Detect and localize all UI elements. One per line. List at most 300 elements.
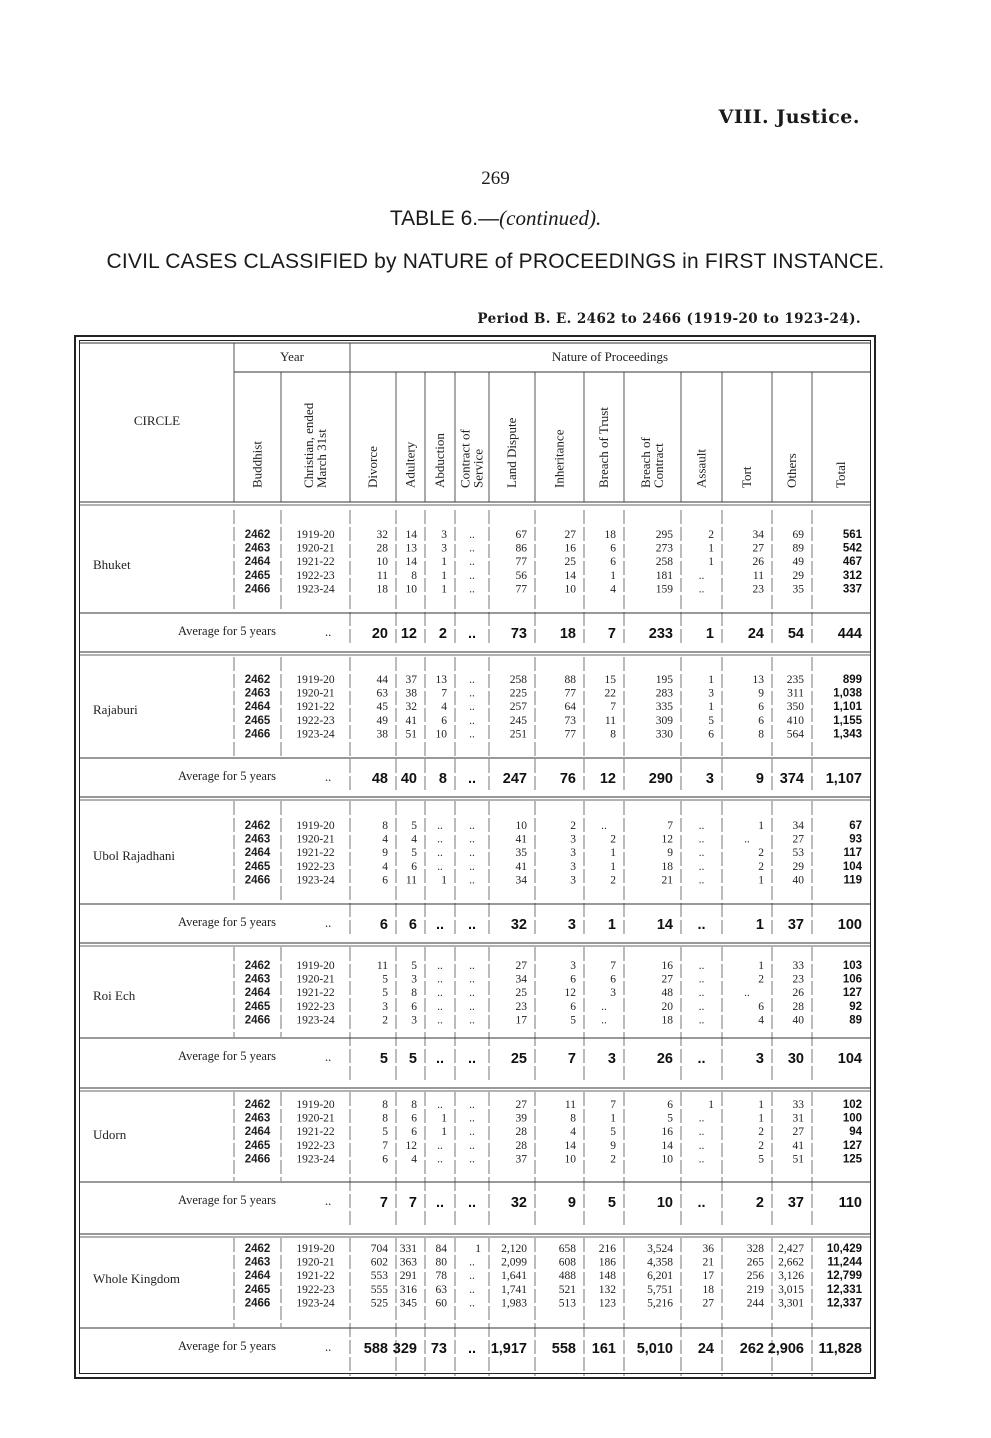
average-cell: 10: [656, 1195, 673, 1211]
table-cell: ..: [698, 1112, 705, 1125]
average-cell: ..: [467, 626, 477, 642]
table-cell: 2462: [244, 960, 271, 972]
average-cell: ..: [467, 1051, 477, 1067]
table-cell: 38: [405, 687, 417, 700]
table-cell: 6: [441, 714, 447, 727]
table-cell: 1: [610, 569, 616, 582]
table-cell: 5: [667, 1112, 673, 1125]
nature-header: Nature of Proceedings: [551, 349, 669, 364]
table-cell: 132: [598, 1283, 616, 1296]
average-cell: 40: [400, 771, 417, 787]
table-cell: ..: [437, 833, 443, 846]
table-cell: 35: [792, 583, 804, 596]
table-cell: 86: [515, 542, 527, 555]
average-cell: 30: [787, 1051, 804, 1067]
table-cell: 11: [604, 714, 616, 727]
table-cell: 3: [570, 874, 576, 887]
table-cell: 5: [411, 960, 417, 972]
table-cell: 2: [570, 820, 576, 832]
table-cell: 3: [570, 847, 576, 860]
table-cell: 525: [370, 1297, 388, 1310]
average-cell: 32: [510, 1195, 527, 1211]
table-cell: 4: [610, 583, 616, 596]
table-cell: ..: [469, 1270, 475, 1283]
table-cell: ..: [698, 1153, 705, 1166]
circle-name: Bhuket: [93, 557, 131, 573]
table-cell: 6: [570, 973, 576, 986]
average-cell: 5: [408, 1051, 417, 1067]
table-cell: 328: [746, 1243, 764, 1255]
table-cell: 410: [786, 714, 804, 727]
column-header: Christian, ended: [301, 402, 316, 488]
table-cell: 2463: [244, 542, 271, 555]
table-cell: 12,799: [826, 1270, 862, 1283]
table-cell: 123: [598, 1297, 616, 1310]
table-cell: 53: [792, 847, 804, 860]
table-cell: 16: [661, 1126, 673, 1139]
table-cell: 602: [370, 1256, 388, 1269]
table-cell: 2: [758, 1126, 764, 1139]
average-label: Average for 5 years: [178, 1339, 276, 1353]
average-dots: ..: [325, 916, 332, 930]
table-cell: ..: [469, 1126, 475, 1139]
average-dots: ..: [325, 1340, 332, 1354]
table-cell: 1923-24: [296, 583, 335, 596]
table-cell: 11: [405, 874, 417, 887]
table-cell: 28: [515, 1139, 527, 1152]
table-cell: ..: [469, 820, 475, 832]
table-cell: 33: [792, 960, 804, 972]
table-cell: 60: [435, 1297, 447, 1310]
table-cell: 16: [564, 542, 576, 555]
average-cell: ..: [467, 1195, 477, 1211]
table-cell: 245: [509, 714, 527, 727]
table-cell: ..: [469, 542, 475, 555]
table-cell: 14: [405, 529, 417, 541]
table-cell: 2465: [244, 569, 271, 582]
table-cell: 295: [655, 529, 673, 541]
table-cell: 6: [708, 728, 714, 741]
table-cell: 2462: [244, 820, 271, 832]
table-title-continued: (continued).: [499, 206, 602, 230]
table-cell: 63: [376, 687, 388, 700]
table-cell: ..: [698, 820, 705, 832]
table-cell: ..: [437, 1000, 443, 1013]
table-cell: ..: [437, 973, 443, 986]
table-cell: 77: [564, 728, 576, 741]
table-cell: 44: [376, 674, 388, 686]
column-header: Total: [833, 461, 848, 488]
average-cell: ..: [697, 1051, 706, 1067]
table-cell: 309: [655, 714, 673, 727]
table-cell: 542: [842, 542, 862, 555]
table-cell: 51: [405, 728, 417, 741]
table-cell: 104: [842, 860, 862, 873]
table-cell: 63: [435, 1283, 447, 1296]
average-dots: ..: [325, 625, 332, 639]
table-cell: ..: [437, 960, 443, 972]
table-cell: 119: [843, 874, 862, 887]
table-cell: 2,662: [778, 1256, 804, 1269]
average-cell: 233: [648, 626, 673, 642]
table-cell: 34: [515, 874, 527, 887]
table-cell: 1923-24: [296, 1297, 335, 1310]
table-cell: ..: [469, 687, 475, 700]
circle-name: Roi Ech: [93, 988, 136, 1004]
table-cell: 29: [792, 860, 804, 873]
table-cell: ..: [601, 820, 607, 832]
average-cell: 24: [747, 626, 764, 642]
table-cell: 10: [564, 1153, 576, 1166]
average-cell: 9: [755, 771, 764, 787]
table-cell: 5: [382, 973, 388, 986]
table-cell: ..: [469, 847, 475, 860]
table-cell: 1921-22: [296, 1126, 335, 1139]
table-cell: 10: [435, 728, 447, 741]
table-cell: 69: [792, 529, 804, 541]
table-cell: ..: [437, 1153, 443, 1166]
table-title-main: TABLE 6.—: [389, 207, 500, 230]
table-cell: 257: [509, 701, 527, 714]
table-cell: 1919-20: [296, 820, 335, 832]
table-cell: 84: [435, 1243, 447, 1255]
column-header: Abduction: [432, 433, 447, 488]
table-cell: 2465: [244, 860, 271, 873]
average-dots: ..: [325, 1050, 332, 1064]
table-cell: 41: [515, 860, 527, 873]
table-cell: 1: [441, 1126, 447, 1139]
year-header: Year: [280, 349, 304, 364]
table-cell: 6,201: [647, 1270, 673, 1283]
table-cell: 4: [441, 701, 447, 714]
table-cell: ..: [437, 847, 443, 860]
table-cell: 2466: [244, 1297, 271, 1310]
table-cell: 2465: [244, 714, 271, 727]
table-cell: 312: [842, 569, 862, 582]
table-cell: 3: [708, 687, 714, 700]
average-cell: 37: [787, 1195, 804, 1211]
table-cell: 2465: [244, 1283, 271, 1296]
table-cell: 1919-20: [296, 960, 335, 972]
table-cell: 4,358: [647, 1256, 673, 1269]
table-cell: 564: [786, 728, 804, 741]
table-cell: 77: [515, 583, 527, 596]
table-cell: 1920-21: [296, 1112, 335, 1125]
average-cell: 104: [837, 1051, 862, 1067]
table-cell: 17: [515, 1014, 527, 1027]
column-header: Land Dispute: [504, 417, 519, 488]
table-cell: ..: [469, 1153, 475, 1166]
table-cell: 2463: [244, 973, 271, 986]
table-cell: 7: [610, 1099, 616, 1111]
table-cell: 1922-23: [296, 569, 335, 582]
average-cell: 100: [837, 917, 862, 933]
column-header: Divorce: [365, 446, 380, 488]
table-cell: 251: [509, 728, 527, 741]
table-cell: 704: [370, 1243, 388, 1255]
table-cell: 225: [509, 687, 527, 700]
table-cell: 49: [376, 714, 388, 727]
table-cell: 23: [752, 583, 764, 596]
table-cell: 5: [411, 820, 417, 832]
table-cell: 1,343: [833, 728, 862, 741]
table-cell: 345: [399, 1297, 417, 1310]
table-cell: 26: [792, 987, 804, 1000]
table-cell: 311: [787, 687, 804, 700]
table-cell: ..: [437, 860, 443, 873]
average-cell: 25: [510, 1051, 527, 1067]
average-cell: 14: [656, 917, 673, 933]
average-cell: 5,010: [636, 1341, 673, 1357]
table-cell: ..: [698, 874, 705, 887]
table-cell: 22: [604, 687, 616, 700]
table-cell: 2: [708, 529, 714, 541]
table-cell: 2: [610, 833, 616, 846]
table-cell: 12: [661, 833, 673, 846]
table-cell: ..: [469, 1139, 475, 1152]
table-cell: ..: [698, 583, 705, 596]
table-cell: 18: [376, 583, 388, 596]
table-cell: 8: [570, 1112, 576, 1125]
average-cell: ..: [435, 1195, 445, 1211]
average-cell: 26: [656, 1051, 673, 1067]
table-cell: ..: [744, 833, 750, 846]
table-cell: ..: [469, 1014, 475, 1027]
table-cell: 216: [598, 1243, 616, 1255]
table-cell: 2,099: [501, 1256, 527, 1269]
table-cell: 37: [515, 1153, 527, 1166]
table-cell: 17: [702, 1270, 714, 1283]
table-cell: 12,331: [826, 1283, 862, 1296]
table-cell: 1919-20: [296, 529, 335, 541]
average-cell: 37: [787, 917, 804, 933]
table-cell: 11: [564, 1099, 576, 1111]
table-cell: 36: [702, 1243, 714, 1255]
table-cell: 9: [610, 1139, 616, 1152]
average-cell: 24: [697, 1341, 714, 1357]
table-cell: 3: [610, 987, 616, 1000]
table-cell: 2466: [244, 874, 271, 887]
table-cell: 2: [758, 860, 764, 873]
table-cell: 2465: [244, 1139, 271, 1152]
table-cell: 521: [558, 1283, 576, 1296]
table-cell: 14: [661, 1139, 673, 1152]
average-cell: 5: [607, 1195, 616, 1211]
table-cell: 6: [758, 714, 764, 727]
column-header: Breach of Trust: [596, 407, 611, 488]
table-cell: 8: [411, 569, 417, 582]
table-cell: 330: [655, 728, 673, 741]
table-cell: 89: [849, 1014, 862, 1027]
table-cell: 18: [604, 529, 616, 541]
column-header: Buddhist: [249, 441, 265, 488]
table-cell: 1923-24: [296, 874, 335, 887]
average-cell: 329: [392, 1341, 417, 1357]
average-cell: 18: [559, 626, 576, 642]
table-cell: 1: [758, 960, 764, 972]
table-cell: 335: [655, 701, 673, 714]
period-label: Period B. E. 2462 to 2466 (1919-20 to 1923-24).: [477, 311, 861, 327]
table-cell: 8: [382, 1099, 388, 1111]
table-cell: 73: [564, 714, 576, 727]
table-cell: 1,983: [501, 1297, 527, 1310]
table-cell: 10: [376, 556, 388, 569]
table-cell: 6: [758, 701, 764, 714]
column-header: Adultery: [402, 441, 418, 488]
column-header: Others: [784, 453, 799, 488]
average-cell: 7: [379, 1195, 388, 1211]
table-cell: 2464: [244, 701, 271, 714]
table-cell: 1,641: [501, 1270, 527, 1283]
table-cell: 102: [842, 1099, 862, 1111]
table-cell: 89: [792, 542, 804, 555]
table-cell: 34: [752, 529, 764, 541]
table-cell: 1922-23: [296, 1000, 335, 1013]
average-cell: 73: [430, 1341, 447, 1357]
table-cell: 1: [758, 1112, 764, 1125]
table-cell: 1920-21: [296, 542, 335, 555]
average-cell: 2: [438, 626, 447, 642]
table-cell: 1: [708, 701, 714, 714]
average-cell: 247: [502, 771, 527, 787]
table-cell: 13: [435, 674, 447, 686]
table-cell: 2465: [244, 1000, 271, 1013]
average-cell: 588: [363, 1341, 388, 1357]
table-cell: 1919-20: [296, 674, 335, 686]
table-cell: 658: [558, 1243, 576, 1255]
table-cell: ..: [469, 1297, 475, 1310]
table-cell: 28: [515, 1126, 527, 1139]
table-cell: 6: [610, 973, 616, 986]
table-cell: 14: [564, 1139, 576, 1152]
table-cell: 7: [441, 687, 447, 700]
table-cell: ..: [469, 874, 475, 887]
table-cell: ..: [698, 847, 705, 860]
table-cell: ..: [469, 1099, 475, 1111]
average-cell: 290: [648, 771, 673, 787]
table-cell: 77: [564, 687, 576, 700]
table-cell: 2: [758, 1139, 764, 1152]
table-cell: 1922-23: [296, 1283, 335, 1296]
table-cell: 1: [441, 556, 447, 569]
average-cell: 8: [438, 771, 447, 787]
table-cell: 1: [441, 874, 447, 887]
table-cell: ..: [469, 973, 475, 986]
average-cell: ..: [467, 771, 477, 787]
table-cell: 5: [708, 714, 714, 727]
table-cell: 21: [702, 1256, 714, 1269]
table-cell: 28: [376, 542, 388, 555]
table-cell: 2466: [244, 1153, 271, 1166]
table-cell: 1919-20: [296, 1099, 335, 1111]
table-cell: 93: [849, 833, 862, 846]
average-cell: 1,917: [490, 1341, 527, 1357]
table-cell: 8: [382, 820, 388, 832]
table-cell: 1921-22: [296, 701, 335, 714]
table-cell: 2462: [244, 1243, 271, 1255]
average-label: Average for 5 years: [178, 915, 276, 929]
table-cell: 186: [598, 1256, 616, 1269]
table-cell: 2: [382, 1014, 388, 1027]
table-cell: 3: [570, 960, 576, 972]
table-cell: 5: [411, 847, 417, 860]
table-cell: ..: [698, 1000, 705, 1013]
table-cell: 27: [515, 1099, 527, 1111]
table-cell: 316: [399, 1283, 417, 1296]
table-cell: 4: [570, 1126, 576, 1139]
table-cell: 1,101: [833, 701, 862, 714]
average-label: Average for 5 years: [178, 1193, 276, 1207]
table-cell: ..: [469, 987, 475, 1000]
average-cell: 54: [787, 626, 804, 642]
average-cell: 1: [607, 917, 616, 933]
table-cell: 3: [411, 973, 417, 986]
table-cell: 3: [570, 833, 576, 846]
average-cell: 1: [705, 626, 714, 642]
table-cell: 45: [376, 701, 388, 714]
table-cell: 38: [376, 728, 388, 741]
table-cell: 1922-23: [296, 1139, 335, 1152]
table-cell: 2,120: [501, 1243, 527, 1255]
table-cell: 41: [792, 1139, 804, 1152]
average-cell: 12: [400, 626, 417, 642]
average-cell: 7: [607, 626, 616, 642]
table-cell: 159: [655, 583, 673, 596]
average-cell: ..: [435, 1051, 445, 1067]
table-cell: 331: [399, 1243, 417, 1255]
table-cell: 2463: [244, 833, 271, 846]
table-cell: 14: [405, 556, 417, 569]
table-cell: 1923-24: [296, 728, 335, 741]
table-cell: 2: [610, 1153, 616, 1166]
table-cell: 2: [758, 847, 764, 860]
table-cell: 8: [382, 1112, 388, 1125]
table-cell: 106: [842, 973, 862, 986]
circle-name: Whole Kingdom: [93, 1271, 181, 1287]
table-cell: 32: [376, 529, 388, 541]
table-cell: ..: [698, 833, 705, 846]
table-cell: ..: [469, 701, 475, 714]
table-cell: 561: [842, 529, 862, 541]
table-cell: 1,741: [501, 1283, 527, 1296]
table-cell: 9: [382, 847, 388, 860]
circle-header: CIRCLE: [133, 413, 181, 428]
average-cell: 161: [591, 1341, 616, 1357]
table-cell: 78: [435, 1270, 447, 1283]
table-cell: ..: [469, 1000, 475, 1013]
table-cell: 10: [405, 583, 417, 596]
table-cell: 148: [598, 1270, 616, 1283]
table-cell: 9: [667, 847, 673, 860]
table-cell: 1921-22: [296, 987, 335, 1000]
table-cell: 9: [758, 687, 764, 700]
table-cell: 1920-21: [296, 1256, 335, 1269]
table-cell: 13: [752, 674, 764, 686]
table-cell: ..: [698, 1139, 705, 1152]
table-cell: 3,126: [778, 1270, 804, 1283]
table-cell: 1922-23: [296, 714, 335, 727]
table-cell: ..: [601, 1014, 607, 1027]
table-cell: 28: [792, 1000, 804, 1013]
table-cell: 67: [849, 820, 862, 832]
column-header: Contract of: [457, 429, 473, 488]
table-cell: ..: [469, 728, 475, 741]
average-cell: 12: [599, 771, 616, 787]
table-cell: 256: [746, 1270, 764, 1283]
table-cell: 1923-24: [296, 1014, 335, 1027]
table-cell: 1: [475, 1243, 481, 1255]
table-cell: 10: [515, 820, 527, 832]
